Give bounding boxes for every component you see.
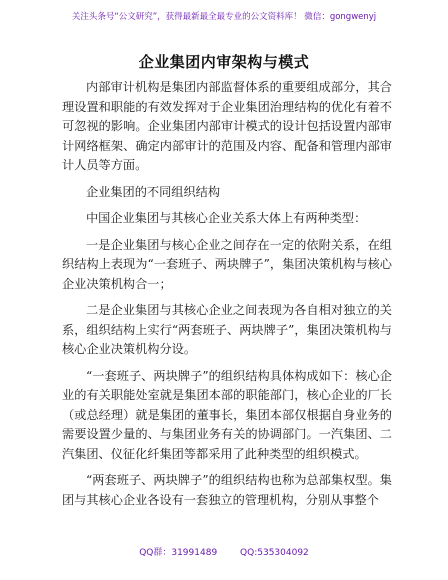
footer-contact <box>0 545 448 558</box>
paragraph: 内部审计机构是集团内部监督体系的重要组成部分，其合理设置和职能的有效发挥对于企业集团治理结构的优化有着不可忽视的影响。企业集团内部审计模式的设计包括设置内部审计网络框架、确定内部审计的范围及内容、配备和管理内部审计人员等方面。 <box>62 80 392 172</box>
paragraph: “两套班子、两块牌子”的组织结构也称为总部集权型。集团与其核心企业各设有一套独立的管理机构，分别从事整个 <box>62 473 392 507</box>
section-heading: 企业集团的不同组织结构 <box>86 184 221 199</box>
paragraph: 中国企业集团与其核心企业关系大体上有两种类型： <box>86 211 367 225</box>
paragraph: “一套班子、两块牌子”的组织结构具体构成如下：核心企业的有关职能处室就是集团本部的职能部门，核心企业的厂长（或总经理）就是集团的董事长，集团本部仅根据自身业务的需要设置少量的、与集团业务有关的协调部门。一汽集团、二汽集团、仪征化纤集团等都采用了此种类型的组织模式。 <box>62 368 392 461</box>
document-title: 企业集团内审架构与模式 <box>138 53 310 71</box>
paragraph: 一是企业集团与核心企业之间存在一定的依附关系，在组织结构上表现为“一套班子、两块牌子”，集团决策机构与核心企业决策机构合一； <box>62 237 392 291</box>
document-body <box>62 78 392 517</box>
paragraph: 二是企业集团与其核心企业之间表现为各自相对独立的关系，组织结构上实行“两套班子、两块牌子”，集团决策机构与核心企业决策机构分设。 <box>62 303 392 356</box>
footer-qq-group: QQ群：31991489 <box>139 548 218 558</box>
footer-qq: QQ:535304092 <box>240 548 309 558</box>
header-note: 关注头条号“公文研究”，获得最新最全最专业的公文资料库！ 微信：gongwenyj <box>71 12 377 22</box>
